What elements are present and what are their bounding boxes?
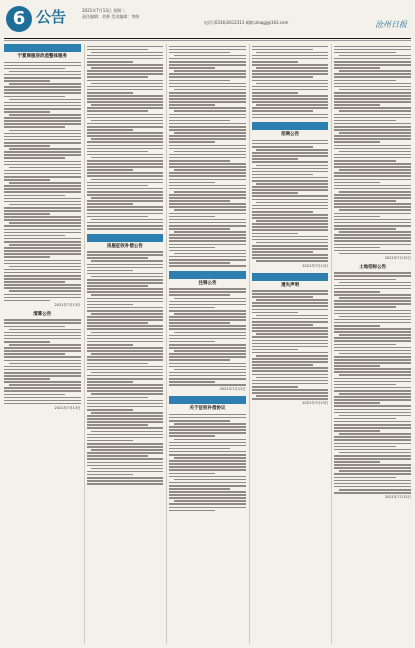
issue-editors: 责任编辑：刘香 美术编辑：李纳 (82, 14, 140, 19)
notice-body (334, 46, 411, 255)
notice-date: 2021年7月13日 (302, 263, 329, 268)
notice-block (169, 271, 246, 393)
section-name: 公告 (36, 8, 67, 26)
notice-block (252, 122, 329, 268)
issue-date: 2021年7月13日 星期二 (82, 8, 126, 13)
notice-date: 2021年7月13日 (384, 495, 411, 500)
notice-block (87, 234, 164, 485)
notice-body (169, 414, 246, 512)
column-1 (4, 44, 81, 644)
column-3 (166, 44, 246, 644)
column-2 (84, 44, 164, 644)
notice-banner (252, 273, 329, 281)
column-5 (331, 44, 411, 644)
notice-body (4, 62, 81, 302)
notice-block (334, 265, 411, 500)
notice-body (169, 288, 246, 386)
notice-block (169, 396, 246, 511)
issue-info (82, 8, 202, 20)
notice-date: 2021年7月13日 (54, 405, 81, 410)
notice-body (334, 272, 411, 493)
notice-banner (252, 122, 329, 130)
notice-title: 房屋征收补偿公告 (106, 243, 143, 249)
masthead (4, 4, 411, 39)
notice-date: 2021年7月13日 (219, 387, 246, 392)
notice-title: 招商公告 (281, 132, 300, 138)
notice-title: 注销公告 (198, 280, 217, 286)
notice-body (169, 46, 246, 267)
notice-block (252, 273, 329, 407)
notice-block (334, 46, 411, 261)
notice-title: 关于征收补偿协议 (189, 406, 226, 412)
paper-logo: 沧州日报 (375, 20, 407, 29)
page-number: 6 (6, 6, 32, 32)
notice-title: 遗失声明 (281, 282, 300, 288)
contact-info: 电话:(0316)2612313 邮箱:zlaqgj@163.com (204, 20, 289, 25)
notice-date: 2021年7月13日 (54, 302, 81, 307)
header-rule (4, 40, 411, 41)
notice-body (87, 251, 164, 485)
notice-body (252, 46, 329, 119)
notice-banner (169, 396, 246, 404)
notice-body (87, 46, 164, 230)
notice-body (4, 319, 81, 404)
notice-title: 土地招标公告 (359, 264, 387, 270)
notice-banner (169, 271, 246, 279)
column-4 (249, 44, 329, 644)
notice-block (4, 312, 81, 411)
notice-block (169, 46, 246, 267)
notice-banner (87, 234, 164, 242)
notice-block (87, 46, 164, 230)
notice-banner (4, 44, 81, 52)
notice-columns (4, 44, 411, 644)
notice-title: 清算公告 (33, 311, 52, 317)
notice-body (252, 140, 329, 262)
notice-date: 2021年7月13日 (302, 401, 329, 406)
notice-date: 2021年7月13日 (384, 255, 411, 260)
notice-title: 宁夏商服房改造整体服务 (17, 54, 68, 59)
notice-block (4, 44, 81, 308)
notice-block (252, 46, 329, 119)
notice-body (252, 290, 329, 400)
